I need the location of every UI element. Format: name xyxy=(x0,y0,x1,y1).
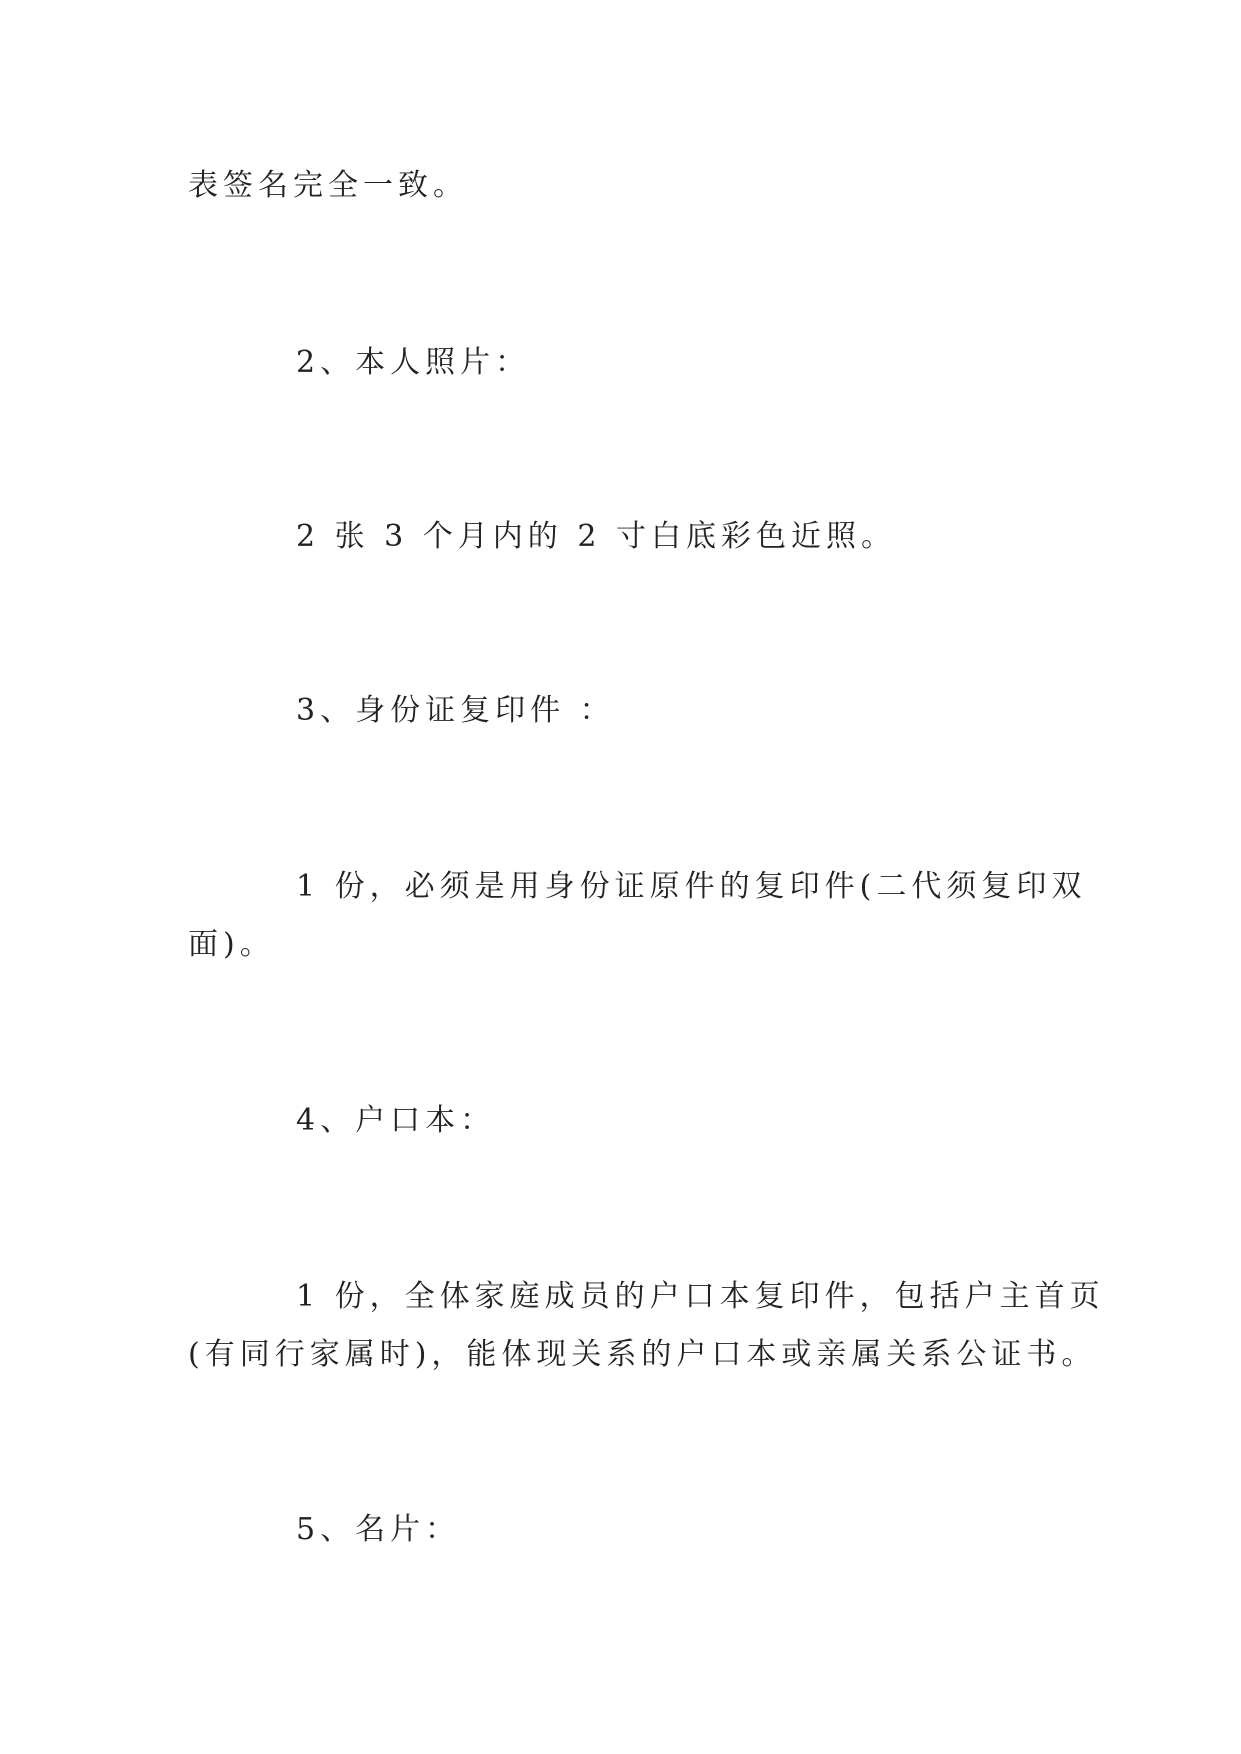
paragraph-line: 1 份，全体家庭成员的户口本复印件，包括户主首页 xyxy=(296,1279,1105,1314)
paragraph-line: (有同行家属时)，能体现关系的户口本或亲属关系公证书。 xyxy=(188,1337,1097,1372)
section-heading-business-card: 5、名片： xyxy=(296,1512,461,1547)
paragraph-line: 表签名完全一致。 xyxy=(188,168,468,203)
paragraph-line: 2 张 3 个月内的 2 寸白底彩色近照。 xyxy=(296,519,896,554)
section-heading-photo: 2、本人照片： xyxy=(296,345,531,380)
section-heading-id-copy: 3、身份证复印件 ： xyxy=(296,693,615,728)
paragraph-line: 1 份，必须是用身份证原件的复印件(二代须复印双 xyxy=(296,869,1087,904)
section-heading-household-register: 4、户口本： xyxy=(296,1103,496,1138)
paragraph-line: 面)。 xyxy=(188,927,275,962)
